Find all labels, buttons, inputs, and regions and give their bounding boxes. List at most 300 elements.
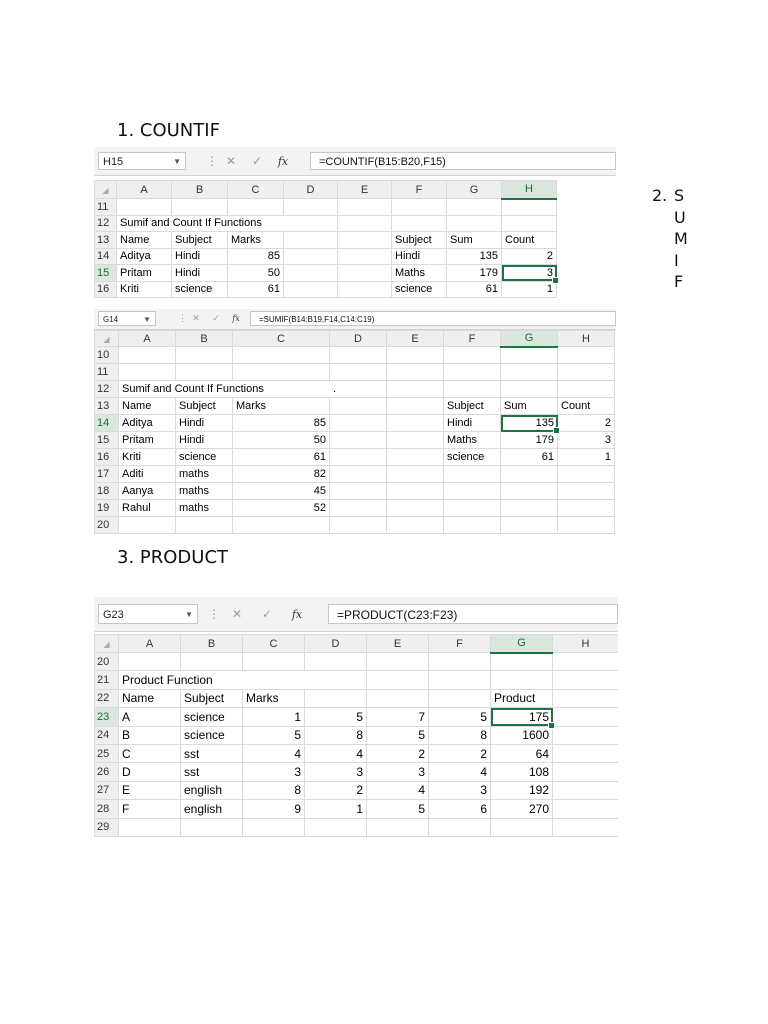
cell[interactable] [558, 483, 615, 500]
column-header[interactable]: D [330, 331, 387, 347]
cell[interactable]: Count [558, 398, 615, 415]
cell[interactable]: maths [176, 466, 233, 483]
cell[interactable]: 2 [367, 744, 429, 762]
row-header[interactable]: 14 [95, 248, 117, 265]
formula-input[interactable]: =SUMIF(B14:B19,F14,C14:C19) [250, 311, 616, 326]
cell[interactable]: 2 [558, 415, 615, 432]
cell[interactable] [284, 281, 338, 298]
cell[interactable] [558, 347, 615, 364]
row-header[interactable]: 28 [95, 800, 119, 818]
row-header[interactable]: 16 [95, 281, 117, 298]
cell[interactable]: 1 [305, 800, 367, 818]
cell[interactable] [330, 415, 387, 432]
cell[interactable] [387, 415, 444, 432]
column-header[interactable]: A [117, 181, 172, 199]
cell[interactable] [305, 689, 367, 707]
row-header[interactable]: 12 [95, 381, 119, 398]
column-header[interactable]: E [387, 331, 444, 347]
cell[interactable]: maths [176, 500, 233, 517]
cell[interactable]: Rahul [119, 500, 176, 517]
cell[interactable]: 270 [491, 800, 553, 818]
cell[interactable] [444, 483, 501, 500]
cell[interactable]: 135 [447, 248, 502, 265]
product-heading: 3. PRODUCT [117, 547, 229, 568]
cell[interactable] [338, 281, 392, 298]
cancel-icon[interactable]: ✕ [225, 154, 237, 168]
cell[interactable] [553, 689, 619, 707]
cell[interactable] [429, 671, 491, 689]
cell[interactable] [284, 215, 338, 232]
table-row [95, 199, 557, 216]
cell[interactable]: Pritam [119, 432, 176, 449]
cell[interactable]: 7 [367, 708, 429, 726]
cell[interactable] [553, 781, 619, 799]
enter-icon[interactable]: ✓ [212, 313, 220, 323]
sheet-grid [94, 180, 557, 298]
cell[interactable] [558, 466, 615, 483]
name-box[interactable]: G14 ▼ [98, 311, 156, 326]
cell[interactable]: english [181, 800, 243, 818]
cell[interactable] [491, 818, 553, 836]
cell[interactable]: 5 [243, 726, 305, 744]
column-header[interactable]: B [176, 331, 233, 347]
cell[interactable]: 4 [243, 744, 305, 762]
cell[interactable] [338, 199, 392, 216]
table-row [95, 708, 619, 726]
cell[interactable]: Subject [181, 689, 243, 707]
cell[interactable] [305, 653, 367, 671]
cell[interactable]: Pritam [117, 265, 172, 282]
cell[interactable]: Hindi [172, 248, 228, 265]
cell[interactable] [330, 449, 387, 466]
cell[interactable] [181, 818, 243, 836]
row-header[interactable]: 11 [95, 199, 117, 216]
cell[interactable]: Product [491, 689, 553, 707]
cell[interactable]: E [119, 781, 181, 799]
row-header[interactable]: 18 [95, 483, 119, 500]
cell[interactable]: science [181, 708, 243, 726]
cell[interactable] [284, 265, 338, 282]
cell[interactable]: 61 [233, 449, 330, 466]
column-header[interactable]: F [444, 331, 501, 347]
cell[interactable] [233, 517, 330, 534]
column-header[interactable]: E [338, 181, 392, 199]
column-header[interactable]: C [243, 635, 305, 653]
cell[interactable] [387, 517, 444, 534]
cell[interactable] [172, 199, 228, 216]
cell[interactable]: Marks [243, 689, 305, 707]
cell[interactable]: 175 [491, 708, 553, 726]
cell[interactable] [553, 818, 619, 836]
table-row [95, 653, 619, 671]
cell[interactable] [228, 199, 284, 216]
cell[interactable] [338, 215, 392, 232]
cell[interactable] [502, 215, 557, 232]
cell[interactable] [117, 199, 172, 216]
cell[interactable]: 1 [502, 281, 557, 298]
column-header[interactable]: G [447, 181, 502, 199]
column-header[interactable]: B [181, 635, 243, 653]
cell[interactable] [367, 653, 429, 671]
cell[interactable]: 61 [228, 281, 284, 298]
row-header[interactable]: 15 [95, 432, 119, 449]
cell[interactable]: 4 [367, 781, 429, 799]
cell[interactable] [558, 364, 615, 381]
cell[interactable] [233, 347, 330, 364]
cell[interactable] [330, 517, 387, 534]
cell[interactable] [284, 199, 338, 216]
cell[interactable]: 61 [501, 449, 558, 466]
cell[interactable] [119, 347, 176, 364]
row-header[interactable]: 24 [95, 726, 119, 744]
cell[interactable] [367, 671, 429, 689]
cell[interactable]: Name [117, 232, 172, 249]
row-header[interactable]: 22 [95, 689, 119, 707]
cell[interactable]: 3 [502, 265, 557, 282]
cell[interactable]: Marks [233, 398, 330, 415]
cell[interactable] [501, 347, 558, 364]
column-header[interactable]: E [367, 635, 429, 653]
cell[interactable]: 82 [233, 466, 330, 483]
cell[interactable]: B [119, 726, 181, 744]
cell[interactable] [553, 744, 619, 762]
cell[interactable]: 64 [491, 744, 553, 762]
cell[interactable]: Aditya [119, 415, 176, 432]
table-row [95, 398, 615, 415]
cell[interactable]: Hindi [444, 415, 501, 432]
cell[interactable]: 5 [429, 708, 491, 726]
cell[interactable]: Subject [444, 398, 501, 415]
cell[interactable]: 6 [429, 800, 491, 818]
cell[interactable]: 2 [305, 781, 367, 799]
column-header[interactable]: C [228, 181, 284, 199]
row-header[interactable]: 13 [95, 398, 119, 415]
cell[interactable] [243, 653, 305, 671]
cell[interactable]: 52 [233, 500, 330, 517]
cell[interactable] [558, 381, 615, 398]
row-header[interactable]: 13 [95, 232, 117, 249]
cell[interactable] [444, 347, 501, 364]
row-header[interactable]: 17 [95, 466, 119, 483]
cell[interactable] [330, 466, 387, 483]
cell[interactable]: 5 [367, 800, 429, 818]
cell[interactable]: 108 [491, 763, 553, 781]
cell[interactable] [444, 500, 501, 517]
cell[interactable]: 45 [233, 483, 330, 500]
fx-icon[interactable]: fx [232, 314, 240, 323]
cell[interactable]: sst [181, 763, 243, 781]
cell[interactable]: science [392, 281, 447, 298]
select-all-corner[interactable]: ◢ [95, 635, 119, 653]
cell[interactable]: science [444, 449, 501, 466]
cell[interactable]: Product Function [119, 671, 181, 689]
select-all-corner[interactable]: ◢ [95, 181, 117, 199]
cell[interactable] [501, 483, 558, 500]
table-row [95, 432, 615, 449]
cell[interactable]: science [181, 726, 243, 744]
cell[interactable]: A [119, 708, 181, 726]
cell[interactable] [330, 483, 387, 500]
column-header[interactable]: A [119, 635, 181, 653]
row-header[interactable]: 14 [95, 415, 119, 432]
cell[interactable] [444, 517, 501, 534]
column-header[interactable]: H [502, 181, 557, 199]
cell[interactable] [387, 347, 444, 364]
cell[interactable] [447, 215, 502, 232]
cell[interactable]: english [181, 781, 243, 799]
cell[interactable]: 179 [501, 432, 558, 449]
row-header[interactable]: 16 [95, 449, 119, 466]
cell[interactable]: Sumif and Count If Functions [119, 381, 176, 398]
name-box[interactable]: H15 ▼ [98, 152, 186, 170]
row-header[interactable]: 15 [95, 265, 117, 282]
cell[interactable]: Hindi [172, 265, 228, 282]
chevron-down-icon[interactable]: ▼ [173, 157, 181, 166]
cell[interactable]: 85 [228, 248, 284, 265]
cell[interactable] [338, 232, 392, 249]
cell[interactable] [330, 500, 387, 517]
table-row [95, 726, 619, 744]
cell[interactable] [233, 364, 330, 381]
fx-icon[interactable]: fx [277, 155, 289, 168]
row-header[interactable]: 23 [95, 708, 119, 726]
name-box[interactable]: G23 ▼ [98, 604, 198, 624]
cell[interactable] [367, 689, 429, 707]
column-header[interactable]: H [558, 331, 615, 347]
cell[interactable] [119, 517, 176, 534]
cell[interactable] [444, 381, 501, 398]
cell[interactable] [243, 818, 305, 836]
cell[interactable] [119, 818, 181, 836]
cell[interactable] [387, 449, 444, 466]
table-row [95, 364, 615, 381]
cell[interactable]: F [119, 800, 181, 818]
table-row [95, 483, 615, 500]
cell[interactable]: 3 [243, 763, 305, 781]
cell[interactable]: Sum [501, 398, 558, 415]
enter-icon[interactable]: ✓ [261, 607, 273, 621]
cell[interactable]: 3 [305, 763, 367, 781]
cell[interactable] [243, 671, 305, 689]
column-header[interactable]: G [501, 331, 558, 347]
cell[interactable] [501, 500, 558, 517]
formula-input[interactable]: =PRODUCT(C23:F23) [328, 604, 618, 624]
cell[interactable] [367, 818, 429, 836]
cell[interactable] [502, 199, 557, 216]
cell[interactable] [284, 232, 338, 249]
cancel-icon[interactable]: ✕ [192, 313, 200, 323]
enter-icon[interactable]: ✓ [251, 154, 263, 168]
column-header[interactable]: D [305, 635, 367, 653]
cell[interactable]: 4 [429, 763, 491, 781]
column-header[interactable]: G [491, 635, 553, 653]
cell[interactable] [491, 671, 553, 689]
cell[interactable]: 61 [447, 281, 502, 298]
fx-icon[interactable]: fx [291, 608, 303, 621]
cell[interactable]: Hindi [392, 248, 447, 265]
cell[interactable] [338, 248, 392, 265]
cell[interactable]: Count [502, 232, 557, 249]
cell[interactable] [387, 432, 444, 449]
cell[interactable]: . [330, 381, 387, 398]
cell[interactable]: Sum [447, 232, 502, 249]
cell[interactable]: Maths [392, 265, 447, 282]
column-header[interactable]: H [553, 635, 619, 653]
cell[interactable]: 5 [305, 708, 367, 726]
cell[interactable] [305, 671, 367, 689]
column-header[interactable]: A [119, 331, 176, 347]
column-header[interactable]: D [284, 181, 338, 199]
chevron-down-icon[interactable]: ▼ [185, 610, 193, 619]
cell[interactable] [176, 364, 233, 381]
cell[interactable] [553, 800, 619, 818]
cell[interactable]: 192 [491, 781, 553, 799]
row-header[interactable]: 19 [95, 500, 119, 517]
row-header[interactable]: 11 [95, 364, 119, 381]
cell[interactable] [444, 466, 501, 483]
row-header[interactable]: 27 [95, 781, 119, 799]
cell[interactable] [387, 483, 444, 500]
cell[interactable]: Subject [172, 232, 228, 249]
row-header[interactable]: 12 [95, 215, 117, 232]
row-header[interactable]: 29 [95, 818, 119, 836]
cell[interactable]: Sumif and Count If Functions [117, 215, 172, 232]
cell[interactable]: Hindi [176, 415, 233, 432]
sumif-spreadsheet [94, 309, 616, 535]
cell[interactable]: Kriti [117, 281, 172, 298]
cell[interactable]: Maths [444, 432, 501, 449]
formula-input[interactable]: =COUNTIF(B15:B20,F15) [310, 152, 616, 170]
cell[interactable] [429, 818, 491, 836]
more-icon: ⋮ [208, 607, 220, 621]
row-header[interactable]: 21 [95, 671, 119, 689]
column-header[interactable]: F [429, 635, 491, 653]
cell[interactable]: Aditi [119, 466, 176, 483]
cell[interactable] [501, 381, 558, 398]
cell[interactable] [553, 763, 619, 781]
cell[interactable]: 9 [243, 800, 305, 818]
cell[interactable]: 50 [233, 432, 330, 449]
cell[interactable] [553, 671, 619, 689]
countif-spreadsheet [94, 147, 616, 299]
cell[interactable] [392, 199, 447, 216]
cell[interactable] [284, 248, 338, 265]
cell[interactable] [387, 398, 444, 415]
cell[interactable]: 2 [429, 744, 491, 762]
cell[interactable]: 3 [367, 763, 429, 781]
cancel-icon[interactable]: ✕ [231, 607, 243, 621]
cell[interactable]: Hindi [176, 432, 233, 449]
cell[interactable]: 1 [558, 449, 615, 466]
cell[interactable] [553, 708, 619, 726]
cell[interactable]: D [119, 763, 181, 781]
cell[interactable] [501, 517, 558, 534]
cell[interactable] [558, 517, 615, 534]
cell[interactable] [553, 726, 619, 744]
cell[interactable] [447, 199, 502, 216]
cell[interactable]: 8 [243, 781, 305, 799]
formula-bar [94, 309, 616, 330]
cell[interactable] [119, 653, 181, 671]
cell[interactable]: 3 [429, 781, 491, 799]
cell[interactable] [501, 466, 558, 483]
row-header[interactable]: 20 [95, 653, 119, 671]
cell[interactable] [330, 364, 387, 381]
cell[interactable] [387, 381, 444, 398]
cell[interactable]: Marks [228, 232, 284, 249]
cell[interactable]: 2 [502, 248, 557, 265]
cell[interactable] [176, 517, 233, 534]
cell[interactable]: sst [181, 744, 243, 762]
cell[interactable] [429, 689, 491, 707]
cell[interactable] [558, 500, 615, 517]
chevron-down-icon[interactable]: ▼ [143, 315, 151, 324]
cell[interactable] [444, 364, 501, 381]
cell[interactable]: 1 [243, 708, 305, 726]
cell[interactable]: Subject [392, 232, 447, 249]
cell[interactable] [392, 215, 447, 232]
cell[interactable]: Kriti [119, 449, 176, 466]
column-header[interactable]: F [392, 181, 447, 199]
column-header[interactable]: C [233, 331, 330, 347]
cell[interactable] [330, 347, 387, 364]
cell[interactable]: C [119, 744, 181, 762]
select-all-corner[interactable]: ◢ [95, 331, 119, 347]
cell[interactable]: Name [119, 398, 176, 415]
cell[interactable] [491, 653, 553, 671]
cell[interactable]: 8 [305, 726, 367, 744]
cell[interactable]: science [176, 449, 233, 466]
table-row [95, 466, 615, 483]
cell[interactable]: Subject [176, 398, 233, 415]
cell[interactable]: 3 [558, 432, 615, 449]
cell[interactable] [553, 653, 619, 671]
cell[interactable] [176, 347, 233, 364]
cell[interactable]: 5 [367, 726, 429, 744]
cell[interactable]: 85 [233, 415, 330, 432]
cell[interactable] [429, 653, 491, 671]
cell[interactable] [119, 364, 176, 381]
cell[interactable] [338, 265, 392, 282]
cell[interactable] [501, 364, 558, 381]
row-header[interactable]: 10 [95, 347, 119, 364]
cell[interactable]: 135 [501, 415, 558, 432]
cell[interactable]: 1600 [491, 726, 553, 744]
formula-bar [94, 147, 616, 176]
cell[interactable]: Aditya [117, 248, 172, 265]
cell[interactable]: maths [176, 483, 233, 500]
row-header[interactable]: 25 [95, 744, 119, 762]
cell[interactable] [387, 466, 444, 483]
cell[interactable]: Name [119, 689, 181, 707]
cell[interactable]: 179 [447, 265, 502, 282]
cell[interactable] [330, 398, 387, 415]
cell[interactable] [181, 653, 243, 671]
cell[interactable] [305, 818, 367, 836]
cell[interactable]: 4 [305, 744, 367, 762]
column-header[interactable]: B [172, 181, 228, 199]
cell[interactable]: Aanya [119, 483, 176, 500]
cell[interactable] [330, 432, 387, 449]
cell[interactable]: science [172, 281, 228, 298]
row-header[interactable]: 26 [95, 763, 119, 781]
cell[interactable] [387, 364, 444, 381]
cell[interactable] [387, 500, 444, 517]
cell[interactable]: 8 [429, 726, 491, 744]
more-icon: ⋮ [206, 154, 218, 168]
row-header[interactable]: 20 [95, 517, 119, 534]
cell[interactable]: 50 [228, 265, 284, 282]
